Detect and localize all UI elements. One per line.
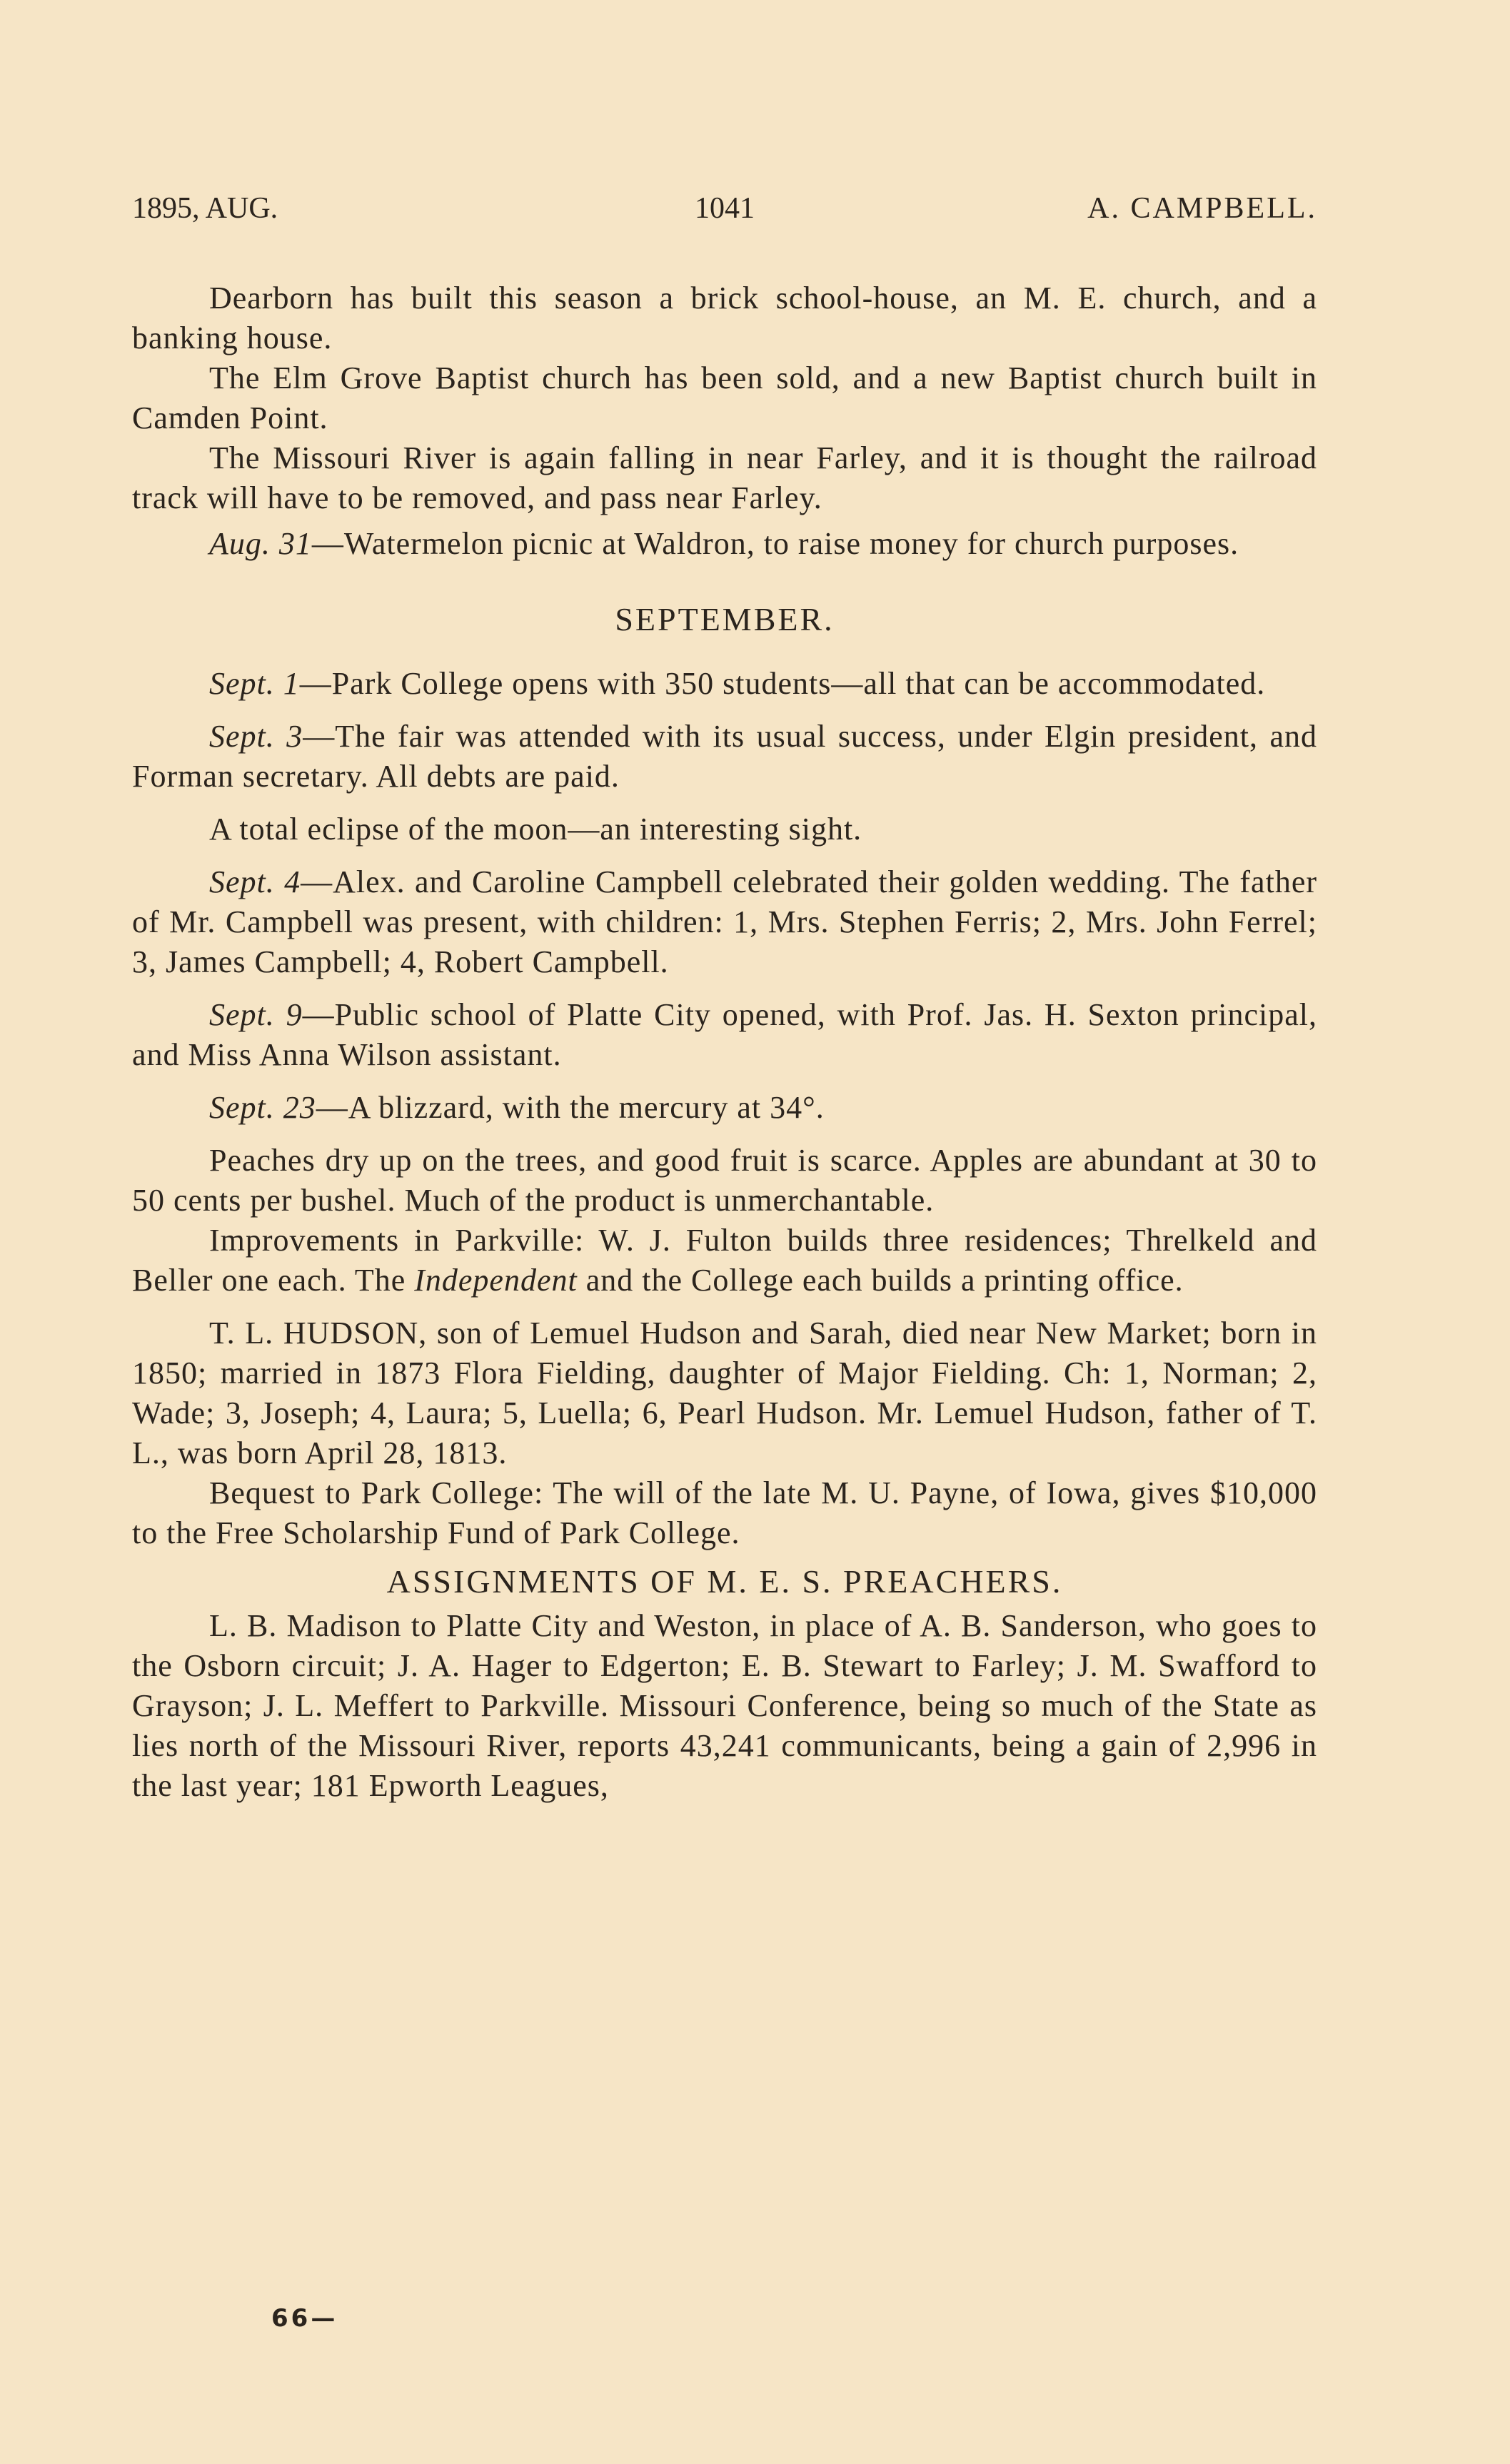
header-date: 1895, AUG. [132, 192, 278, 225]
section-heading: ASSIGNMENTS OF M. E. S. PREACHERS. [386, 1563, 1063, 1600]
paragraph: A total eclipse of the moon—an interesting sight. [209, 812, 862, 847]
paragraph: The Missouri River is again falling in near Farley, and it is thought the railroad track will have to be removed, and pass near Farley. [132, 440, 1317, 515]
section-heading: SEPTEMBER. [615, 601, 835, 637]
page-number: 1041 [695, 192, 755, 225]
newspaper-title: Independent [414, 1263, 578, 1298]
paragraph: Peaches dry up on the trees, and good fruit is scarce. Apples are abundant at 30 to 50 cents per bushel. Much of the product is unmerchantable. [132, 1143, 1317, 1218]
entry-date: Sept. 4 [209, 864, 301, 899]
paragraph: Dearborn has built this season a brick school-house, an M. E. church, and a banking house. [132, 281, 1317, 355]
paragraph: Bequest to Park College: The will of the late M. U. Payne, of Iowa, gives $10,000 to the Free Scholarship Fund of Park College. [132, 1475, 1317, 1550]
paragraph: L. B. Madison to Platte City and Weston, in place of A. B. Sanderson, who goes to the Osborn circuit; J. A. Hager to Edgerton; E. B. Stewart to Farley; J. M. Swafford to Grayson; J. L. Meffert to Parkville. Missouri Conference, being so much of the State as lies north of the Missouri River, reports 43,241 communicants, being a gain of 2,996 in the last year; 181 Epworth Leagues, [132, 1608, 1317, 1803]
header-author: A. CAMPBELL. [1087, 192, 1317, 225]
entry-text: —A blizzard, with the mercury at 34°. [316, 1090, 825, 1125]
entry-date: Sept. 3 [209, 719, 303, 754]
entry-date: Sept. 9 [209, 997, 303, 1032]
page-body [132, 278, 1317, 1806]
entry-text: —Watermelon picnic at Waldron, to raise money for church purposes. [311, 526, 1239, 561]
entry-text: —Public school of Platte City opened, with Prof. Jas. H. Sexton principal, and Miss Anna Wilson assistant. [132, 997, 1317, 1072]
entry-text: —Park College opens with 350 students—all that can be accommodated. [299, 666, 1266, 701]
paragraph-entry [132, 717, 1317, 797]
entry-date: Sept. 23 [209, 1090, 316, 1125]
paragraph: Improvements in Parkville: W. J. Fulton builds three residences; Threlkeld and Beller one each. The Independent and the College each builds a printing office. [132, 1223, 1317, 1298]
paragraph-entry [132, 1088, 1317, 1128]
running-header [132, 187, 1317, 230]
obituary-paragraph: T. L. HUDSON, son of Lemuel Hudson and Sarah, died near New Market; born in 1850; married in 1873 Flora Fielding, daughter of Major Fielding. Ch: 1, Norman; 2, Wade; 3, Joseph; 4, Laura; 5, Luella; 6, Pearl Hudson. Mr. Lemuel Hudson, father of T. L., was born April 28, 1813. [132, 1316, 1317, 1470]
paragraph: The Elm Grove Baptist church has been sold, and a new Baptist church built in Camden Point. [132, 360, 1317, 435]
paragraph-entry [132, 664, 1317, 704]
entry-date: Aug. 31 [209, 526, 312, 561]
signature-mark: 66— [271, 2304, 338, 2333]
entry-text: —Alex. and Caroline Campbell celebrated their golden wedding. The father of Mr. Campbell was present, with children: 1, Mrs. Stephen Ferris; 2, Mrs. John Ferrel; 3, James Campbell; 4, Robert Campbell. [132, 864, 1317, 979]
entry-text: —The fair was attended with its usual success, under Elgin president, and Forman secretary. All debts are paid. [132, 719, 1317, 794]
paragraph-entry [132, 995, 1317, 1075]
paragraph-entry [132, 524, 1317, 564]
paragraph-entry [132, 862, 1317, 982]
entry-date: Sept. 1 [209, 666, 300, 701]
